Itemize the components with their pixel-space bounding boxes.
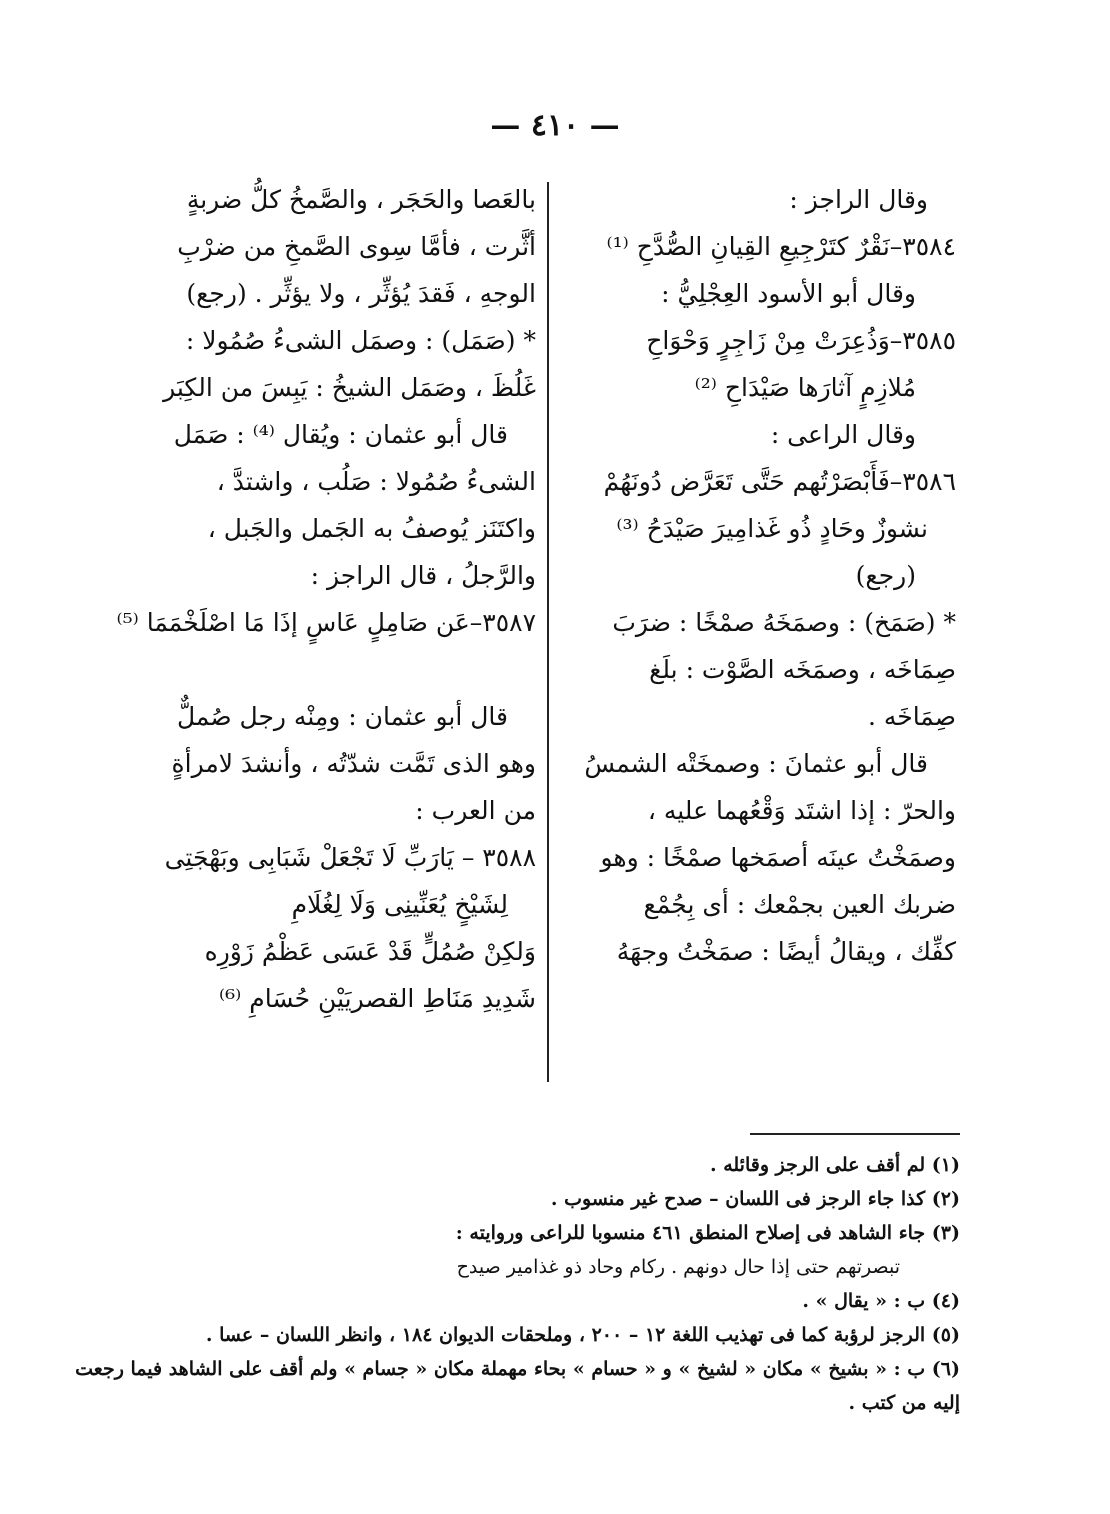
text-line: بالعَصا والحَجَر ، والصَّمخُ كلُّ ضربةٍ	[186, 185, 536, 214]
text-line: صِمَاخَه ، وصمَخَه الصَّوْت : بلَغ	[649, 655, 956, 684]
footnote-divider	[750, 1133, 960, 1135]
text-line: كفِّك ، ويقالُ أيضًا : صمَخْتُ وجهَهُ	[616, 937, 956, 966]
text-line: وهو الذى تَمَّت شدّتُه ، وأنشدَ لامرأةٍ	[171, 749, 536, 778]
text-line: أثَّرت ، فأمَّا سِوى الصَّمخِ من ضرْبِ	[177, 232, 536, 261]
footnote: (١) لم أقف على الرجز وقائله .	[709, 1154, 960, 1176]
text-line: * (صَمَخ) : وصمَخَهُ صمْخًا : ضرَبَ	[612, 608, 956, 637]
text-line: قال أبو عثمان : ومِنْه رجل صُملٌّ	[176, 702, 508, 731]
text-line: * (صَمَل) : وصمَل الشىءُ صُمُولا :	[185, 326, 536, 355]
text-line: ضربك العين بجمْعك : أى بِجُمْع	[643, 890, 956, 919]
footnote: (٣) جاء الشاهد فى إصلاح المنطق ٤٦١ منسوبا للراعى وروايته :	[455, 1222, 960, 1244]
footnote: تبصرتهم حتى إذا حال دونهم . ركام وحاد ذو غذامير صيدح	[456, 1256, 900, 1278]
column-divider	[547, 182, 549, 1082]
text-line: ٣٥٨٧–عَن صَامِلٍ عَاسٍ إذَا مَا اصْلَخْمَمَا ⁽⁵⁾	[116, 608, 536, 637]
text-line: وقال الراجز :	[789, 185, 928, 214]
footnote: (٥) الرجز لرؤبة كما فى تهذيب اللغة ١٢ – ٢٠٠ ، وملحقات الديوان ١٨٤ ، وانظر اللسان – عسا .	[205, 1324, 960, 1346]
text-line: قال أبو عثمان : ويُقال ⁽⁴⁾ : صَمَل	[173, 420, 508, 449]
text-line: وَلكِنْ صُمُلٍّ قَدْ عَسَى عَظْمُ زَوْرِه	[204, 937, 536, 966]
text-line: الشىءُ صُمُولا : صَلُب ، واشتدَّ ،	[216, 467, 536, 496]
text-line	[146, 646, 536, 693]
text-line: (رجع)	[855, 561, 916, 590]
footnotes	[75, 1148, 960, 1420]
text-line: ٣٥٨٥–وَذُعِرَتْ مِنْ زَاجِرٍ وَحْوَاحِ	[646, 326, 956, 355]
footnote: (٦) ب : « بشيخ » مكان « لشيخ » و « حسام » بحاء مهملة مكان « جسام » ولم أقف على الشاهد فيما رجعت	[75, 1358, 960, 1380]
text-line: غَلُظَ ، وصَمَل الشيخُ : يَبِسَ من الكِبَر	[163, 373, 536, 402]
text-line: وصمَخْتُ عينَه أصمَخها صمْخًا : وهو	[600, 843, 956, 872]
text-line: واكتَنَز يُوصفُ به الجَمل والجَبل ،	[207, 514, 536, 543]
text-line: قال أبو عثمانَ : وصمخَتْه الشمسُ	[584, 749, 928, 778]
text-line: والحرّ : إذا اشتَد وَقْعُهما عليه ،	[647, 796, 956, 825]
page-number: — ٤١٠ —	[490, 108, 620, 143]
footnote: إليه من كتب .	[848, 1392, 960, 1414]
text-line: ٣٥٨٨ – يَارَبِّ لَا تَجْعَلْ شَبَابِى وبَهْجَتِى	[164, 843, 536, 872]
text-line: لِشَيْخٍ يُعَنِّينِى وَلَا لِغُلَامِ	[291, 890, 508, 919]
text-line: ٣٥٨٤–نَقْرٌ كتَرْجِيعِ القِيانِ الصُّدَّحِ ⁽¹⁾	[606, 232, 956, 261]
text-line: الوجهِ ، فَقدَ يُؤثِّر ، ولا يؤثِّر . (رجع)	[186, 279, 536, 308]
text-line: مُلازِمٍ آثارَها صَيْدَاحِ ⁽²⁾	[694, 373, 916, 402]
text-line: صِمَاخَه .	[867, 702, 956, 731]
text-line: نشوزٌ وحَادٍ ذُو غَذامِيرَ صَيْدَحُ ⁽³⁾	[616, 514, 928, 543]
text-line: من العرب :	[415, 796, 536, 825]
text-line: شَدِيدِ مَنَاطِ القصريَيْنِ حُسَامِ ⁽⁶⁾	[219, 984, 536, 1013]
text-line: وقال الراعى :	[770, 420, 916, 449]
text-line: وقال أبو الأسود العِجْلِيُّ :	[661, 279, 916, 308]
left-column	[116, 176, 536, 1022]
footnote: (٢) كذا جاء الرجز فى اللسان – صدح غير منسوب .	[550, 1188, 960, 1210]
text-line: والرَّجلُ ، قال الراجز :	[310, 561, 536, 590]
footnote: (٤) ب : « يقال » .	[802, 1290, 960, 1312]
text-line: ٣٥٨٦–فَأَبْصَرْتُهم حَتَّى تَعَرَّض دُونَهُمْ	[603, 467, 956, 496]
right-column	[566, 176, 956, 975]
